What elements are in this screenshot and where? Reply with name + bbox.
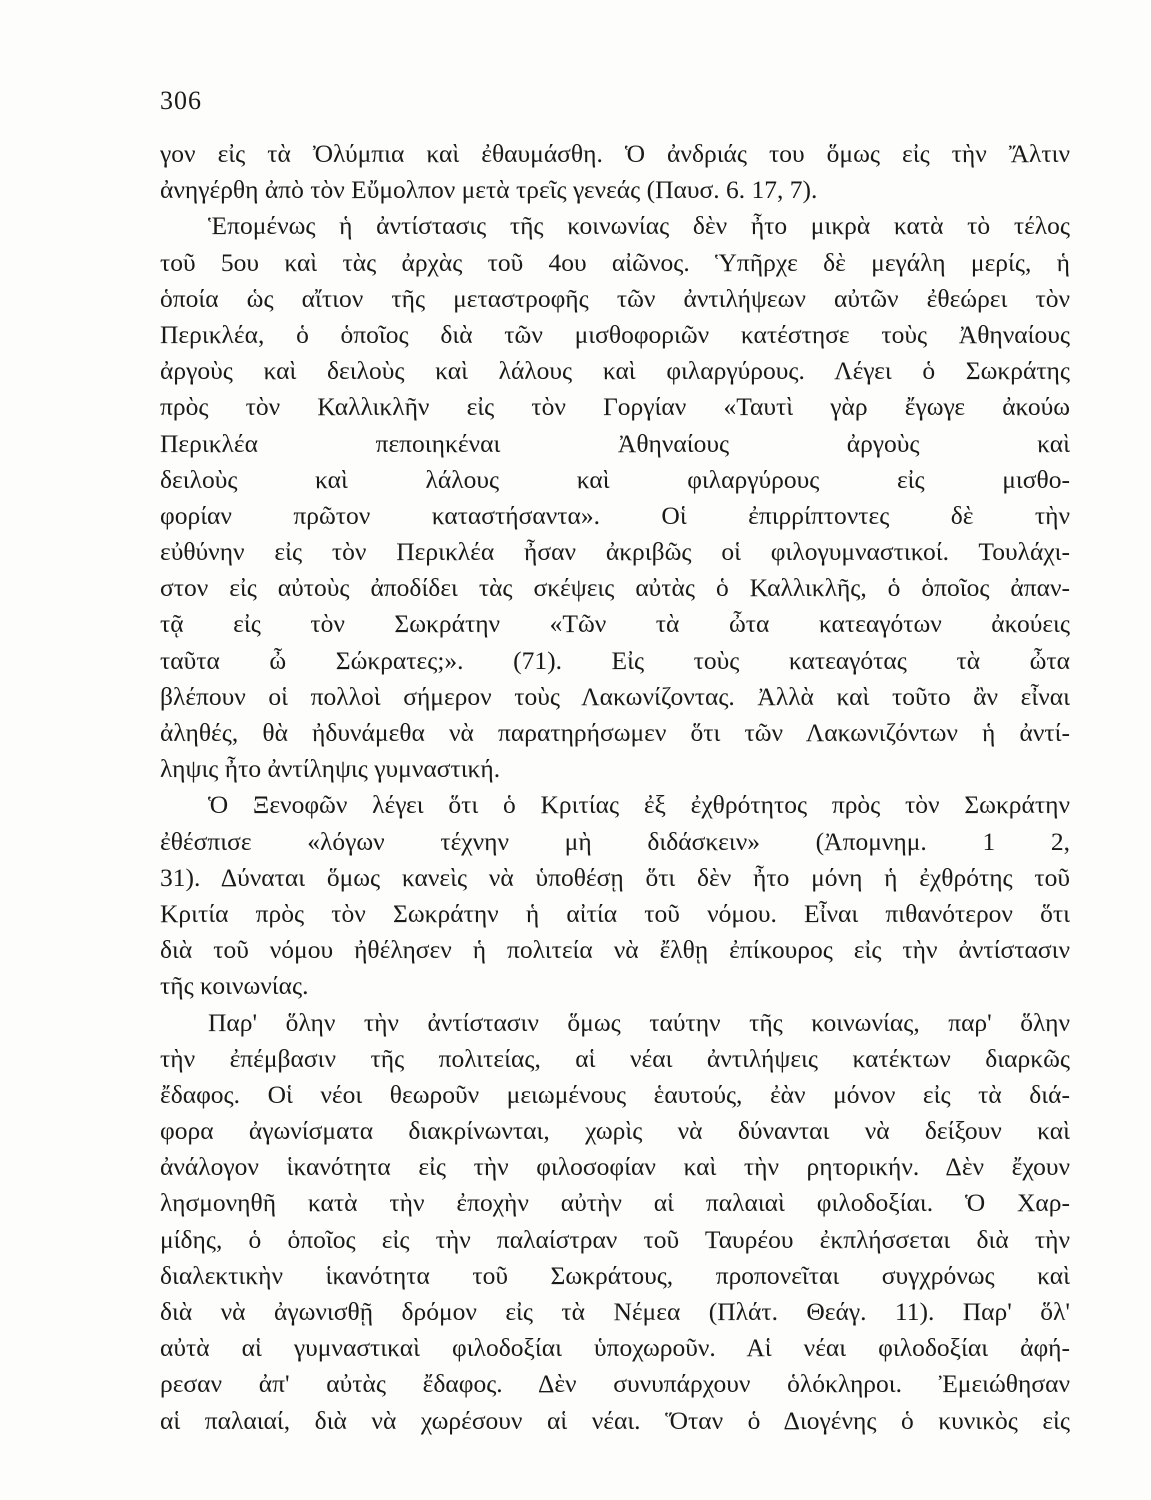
text-line: Περικλέα πεποιηκέναι Ἀθηναίους ἀργοὺς καὶ xyxy=(160,428,1070,458)
text-line: γον εἰς τὰ Ὀλύμπια καὶ ἐθαυμάσθη. Ὁ ἀνδριάς του ὅμως εἰς τὴν Ἄλτιν xyxy=(160,139,1070,168)
text-line: στον εἰς αὐτοὺς ἀποδίδει τὰς σκέψεις αὐτὰς ὁ Καλλικλῆς, ὁ ὁποῖος ἀπαν- xyxy=(160,573,1070,603)
text-line: διαλεκτικὴν ἱκανότητα τοῦ Σωκράτους, προπονεῖται συγχρόνως καὶ xyxy=(160,1260,1070,1290)
text-line: αὐτὰ αἱ γυμναστικαὶ φιλοδοξίαι ὑποχωροῦν. Αἱ νέαι φιλοδοξίαι ἀφή- xyxy=(160,1333,1070,1363)
text-line: ἀνηγέρθη ἀπὸ τὸν Εὔμολπον μετὰ τρεῖς γενεάς (Παυσ. 6. 17, 7). xyxy=(160,175,818,205)
text-line: αἱ παλαιαί, διὰ νὰ χωρέσουν αἱ νέαι. Ὅταν ὁ Διογένης ὁ κυνικὸς εἰς xyxy=(160,1405,1070,1435)
text-line: ἐθέσπισε «λόγων τέχνην μὴ διδάσκειν» (Ἀπομνημ. 1 2, xyxy=(160,826,1070,856)
text-line: ἀνάλογον ἱκανότητα εἰς τὴν φιλοσοφίαν καὶ τὴν ρητορικήν. Δὲν ἔχουν xyxy=(160,1152,1070,1182)
text-line: ρεσαν ἀπ' αὐτὰς ἔδαφος. Δὲν συνυπάρχουν ὁλόκληροι. Ἐμειώθησαν xyxy=(160,1369,1070,1399)
text-line: βλέπουν οἱ πολλοὶ σήμερον τοὺς Λακωνίζοντας. Ἀλλὰ καὶ τοῦτο ἂν εἶναι xyxy=(160,681,1070,711)
text-line: ὁποία ὡς αἴτιον τῆς μεταστροφῆς τῶν ἀντιλήψεων αὐτῶν ἐθεώρει τὸν xyxy=(160,283,1070,313)
text-line: τὴν ἐπέμβασιν τῆς πολιτείας, αἱ νέαι ἀντιλήψεις κατέκτων διαρκῶς xyxy=(160,1043,1070,1073)
body-text xyxy=(160,136,1070,1439)
text-line: τᾷ εἰς τὸν Σωκράτην «Τῶν τὰ ὦτα κατεαγότων ἀκούεις xyxy=(160,609,1070,639)
text-line: Ἑπομένως ἡ ἀντίστασις τῆς κοινωνίας δὲν ἦτο μικρὰ κατὰ τὸ τέλος xyxy=(208,211,1070,241)
text-line: τῆς κοινωνίας. xyxy=(160,971,309,1001)
text-line: Παρ' ὅλην τὴν ἀντίστασιν ὅμως ταύτην τῆς κοινωνίας, παρ' ὅλην xyxy=(208,1007,1070,1037)
text-line: ταῦτα ὦ Σώκρατες;». (71). Εἰς τοὺς κατεαγότας τὰ ὦτα xyxy=(160,645,1070,675)
text-line: διὰ νὰ ἀγωνισθῇ δρόμον εἰς τὰ Νέμεα (Πλάτ. Θεάγ. 11). Παρ' ὅλ' xyxy=(160,1297,1070,1326)
text-line: δειλοὺς καὶ λάλους καὶ φιλαργύρους εἰς μισθο- xyxy=(160,464,1070,494)
text-line: ἀληθές, θὰ ἠδυνάμεθα νὰ παρατηρήσωμεν ὅτι τῶν Λακωνιζόντων ἡ ἀντί- xyxy=(160,718,1070,747)
text-line: ἀργοὺς καὶ δειλοὺς καὶ λάλους καὶ φιλαργύρους. Λέγει ὁ Σωκράτης xyxy=(160,356,1070,386)
text-line: Ὁ Ξενοφῶν λέγει ὅτι ὁ Κριτίας ἐξ ἐχθρότητος πρὸς τὸν Σωκράτην xyxy=(208,790,1070,820)
text-line: ἔδαφος. Οἱ νέοι θεωροῦν μειωμένους ἑαυτούς, ἐὰν μόνον εἰς τὰ διά- xyxy=(160,1079,1070,1109)
text-line: Κριτία πρὸς τὸν Σωκράτην ἡ αἰτία τοῦ νόμου. Εἶναι πιθανότερον ὅτι xyxy=(160,898,1070,928)
text-line: διὰ τοῦ νόμου ἠθέλησεν ἡ πολιτεία νὰ ἔλθῃ ἐπίκουρος εἰς τὴν ἀντίστασιν xyxy=(160,935,1070,965)
text-line: Περικλέα, ὁ ὁποῖος διὰ τῶν μισθοφοριῶν κατέστησε τοὺς Ἀθηναίους xyxy=(160,319,1070,349)
page-number: 306 xyxy=(160,86,202,115)
text-line: πρὸς τὸν Καλλικλῆν εἰς τὸν Γοργίαν «Ταυτὶ γὰρ ἔγωγε ἀκούω xyxy=(160,392,1070,422)
text-line: τοῦ 5ου καὶ τὰς ἀρχὰς τοῦ 4ου αἰῶνος. Ὑπῆρχε δὲ μεγάλη μερίς, ἡ xyxy=(160,247,1070,277)
text-line: ληψις ἦτο ἀντίληψις γυμναστική. xyxy=(160,754,501,784)
text-line: μίδης, ὁ ὁποῖος εἰς τὴν παλαίστραν τοῦ Ταυρέου ἐκπλήσσεται διὰ τὴν xyxy=(160,1224,1070,1254)
text-line: εὐθύνην εἰς τὸν Περικλέα ἦσαν ἀκριβῶς οἱ φιλογυμναστικοί. Τουλάχι- xyxy=(160,537,1070,567)
text-line: φορα ἀγωνίσματα διακρίνωνται, χωρὶς νὰ δύνανται νὰ δείξουν καὶ xyxy=(160,1116,1070,1146)
text-line: 31). Δύναται ὅμως κανεὶς νὰ ὑποθέσῃ ὅτι δὲν ἦτο μόνη ἡ ἐχθρότης τοῦ xyxy=(160,862,1070,892)
text-line: φορίαν πρῶτον καταστήσαντα». Οἱ ἐπιρρίπτοντες δὲ τὴν xyxy=(160,500,1070,530)
text-line: λησμονηθῆ κατὰ τὴν ἐποχὴν αὐτὴν αἱ παλαιαὶ φιλοδοξίαι. Ὁ Χαρ- xyxy=(160,1188,1070,1218)
